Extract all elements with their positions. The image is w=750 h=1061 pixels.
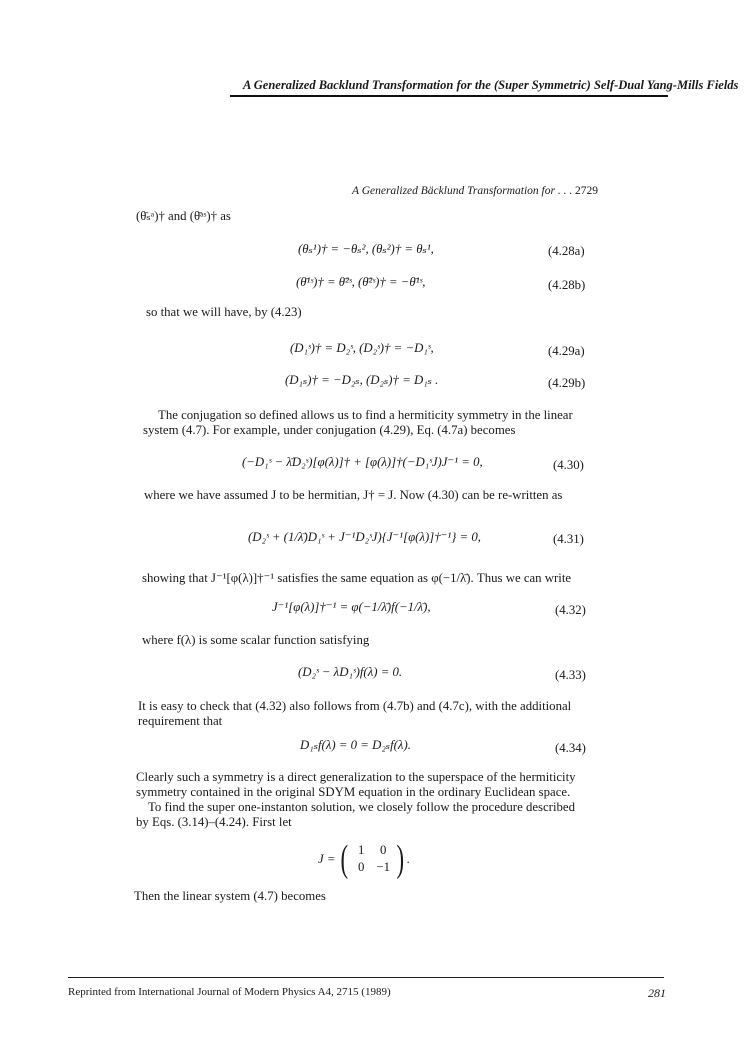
text-line: To find the super one-instanton solution, we closely follow the procedure described: [148, 800, 575, 814]
matrix-cell: 0: [379, 843, 387, 857]
inner-header: A Generalized Bäcklund Transformation for . . .: [352, 185, 573, 197]
header-rule: [230, 95, 668, 97]
text-line: (θ̄ₛᵃ)† and (θ̄ᵃˢ)† as: [136, 209, 231, 223]
text-line: where we have assumed J to be hermitian, J† = J. Now (4.30) can be re-written as: [144, 488, 563, 502]
footer-rule: [68, 977, 664, 978]
text-line: by Eqs. (3.14)–(4.24). First let: [136, 815, 292, 829]
page-number: 281: [648, 986, 666, 1000]
equation-4-28a: (θₛ¹)† = −θₛ², (θₛ²)† = θₛ¹,: [298, 242, 434, 256]
equation-4-34: D₁ₛf(λ) = 0 = D₂ₛf(λ).: [300, 738, 411, 752]
matrix-right-paren: ): [396, 838, 405, 880]
text-line: showing that J⁻¹[φ(λ)]†⁻¹ satisfies the same equation as φ(−1/λ̄). Thus we can write: [142, 571, 572, 585]
matrix-lhs: J =: [318, 851, 336, 866]
text-line: Then the linear system (4.7) becomes: [134, 889, 326, 903]
inner-page-number: 2729: [575, 185, 598, 197]
matrix-end: .: [406, 851, 411, 866]
text-line: system (4.7). For example, under conjugation (4.29), Eq. (4.7a) becomes: [143, 423, 516, 437]
text-line: requirement that: [138, 714, 223, 728]
equation-4-30: (−D₁ˢ − λ̄D₂ˢ)[φ(λ)]† + [φ(λ)]†(−D₁ˢJ)J⁻¹ = 0,: [242, 455, 483, 469]
equation-number: (4.34): [555, 741, 586, 755]
equation-number: (4.28b): [548, 278, 586, 292]
equation-number: (4.28a): [548, 244, 585, 258]
equation-4-32: J⁻¹[φ(λ)]†⁻¹ = φ(−1/λ̄)f(−1/λ̄),: [272, 600, 431, 614]
equation-number: (4.32): [555, 603, 586, 617]
equation-number: (4.29b): [548, 376, 586, 390]
matrix-equation: [318, 840, 410, 878]
text-line: so that we will have, by (4.23): [146, 305, 302, 319]
equation-number: (4.33): [555, 668, 586, 682]
equation-number: (4.31): [553, 532, 584, 546]
equation-number: (4.30): [553, 458, 584, 472]
matrix-left-paren: (: [340, 838, 348, 880]
running-header: A Generalized Backlund Transformation for the (Super Symmetric) Self-Dual Yang-Mills Fields: [243, 78, 739, 92]
matrix-cell: 1: [357, 843, 365, 857]
text-line: The conjugation so defined allows us to find a hermiticity symmetry in the linear: [158, 408, 573, 422]
footer-citation: Reprinted from International Journal of Modern Physics A4, 2715 (1989): [68, 986, 391, 998]
equation-4-31: (D₂ˢ + (1/λ̄)D₁ˢ + J⁻¹D₂ˢJ){J⁻¹[φ(λ)]†⁻¹} = 0,: [248, 530, 481, 544]
equation-4-28b: (θ̄¹ˢ)† = θ̄²ˢ, (θ̄²ˢ)† = −θ̄¹ˢ,: [296, 275, 426, 289]
text-line: It is easy to check that (4.32) also follows from (4.7b) and (4.7c), with the additional: [138, 699, 572, 713]
equation-number: (4.29a): [548, 344, 585, 358]
text-line: where f(λ) is some scalar function satisfying: [142, 633, 370, 647]
text-line: symmetry contained in the original SDYM equation in the ordinary Euclidean space.: [136, 785, 571, 799]
text-line: Clearly such a symmetry is a direct generalization to the superspace of the hermiticity: [136, 770, 576, 784]
matrix-cell: −1: [376, 860, 390, 874]
equation-4-29a: (D₁ˢ)† = D₂ˢ, (D₂ˢ)† = −D₁ˢ,: [290, 341, 434, 355]
matrix-cell: 0: [357, 860, 365, 874]
matrix-grid: [350, 843, 394, 875]
equation-4-29b: (D₁ₛ)† = −D₂ₛ, (D₂ₛ)† = D₁ₛ .: [285, 373, 439, 387]
equation-4-33: (D₂ˢ − λD₁ˢ)f(λ) = 0.: [298, 665, 403, 679]
